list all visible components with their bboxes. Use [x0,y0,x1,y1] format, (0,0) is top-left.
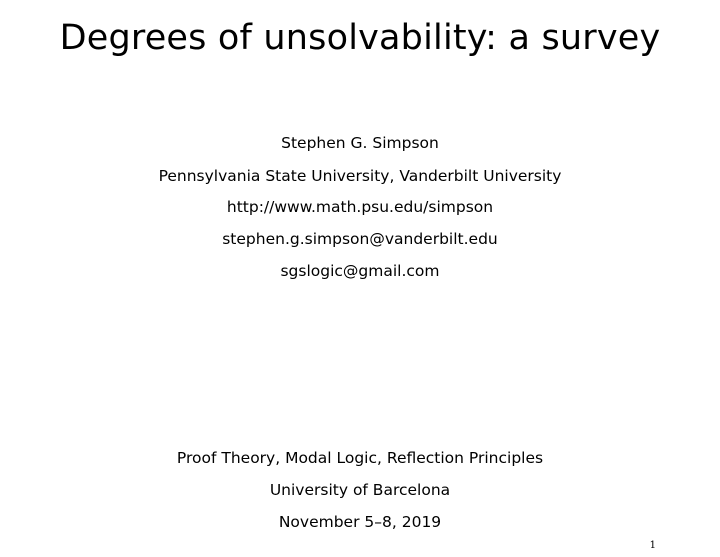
conference-date: November 5–8, 2019 [278,513,442,531]
slide-title: Degrees of unsolvability: a survey [59,18,661,58]
page-number: 1 [649,540,656,551]
author-email-secondary[interactable]: sgslogic@gmail.com [280,262,440,280]
author-name: Stephen G. Simpson [281,134,439,152]
conference-name: Proof Theory, Modal Logic, Reflection Principles [176,449,544,467]
author-email-primary[interactable]: stephen.g.simpson@vanderbilt.edu [222,230,498,248]
author-affiliation: Pennsylvania State University, Vanderbilt University [158,167,562,185]
conference-venue: University of Barcelona [269,481,451,499]
author-url[interactable]: http://www.math.psu.edu/simpson [226,198,494,216]
